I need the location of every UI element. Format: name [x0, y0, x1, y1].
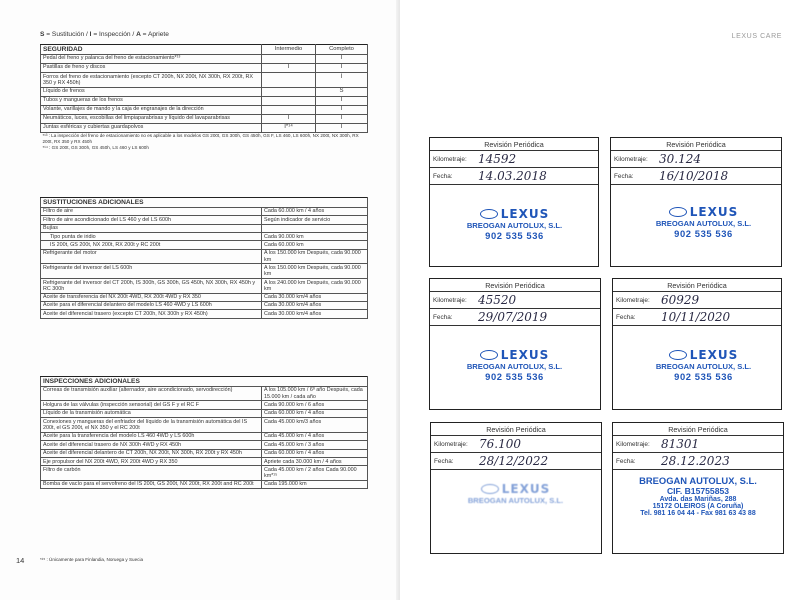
- row-label: Aceite de transferencia del NX 200t 4WD, RX 200t 4WD y RX 350: [41, 293, 262, 301]
- sustituciones-table: [40, 197, 368, 319]
- stamp-company: BREOGAN AUTOLUX, S.L.: [467, 496, 564, 505]
- stamp-area: [430, 326, 600, 404]
- lexus-emblem-icon: [669, 207, 687, 217]
- table-row: [41, 54, 368, 63]
- note-14: *¹⁴ : GS 200t, GS 300h, GS 450h, LS 460 y LS 600h: [42, 144, 149, 150]
- card-km-row: [613, 292, 781, 309]
- row-value: Apriete cada 30.000 km / 4 años: [262, 457, 368, 465]
- km-label: Kilometraje:: [616, 297, 650, 304]
- fecha-label: Fecha:: [616, 314, 636, 321]
- table-row: [41, 264, 368, 279]
- row-label: Juntas esféricas y cubiertas guardapolvos: [41, 123, 262, 132]
- table-row: [41, 310, 368, 318]
- fecha-label: Fecha:: [434, 458, 454, 465]
- stamp-phone: 902 535 536: [485, 371, 544, 382]
- table-row: [41, 105, 368, 114]
- legend-a: A: [136, 31, 141, 38]
- row-label: Pastillas de freno y discos: [41, 63, 262, 72]
- stamp-area: [613, 470, 783, 548]
- inspecciones-table: [40, 376, 368, 489]
- row-label: Filtro de carbón: [41, 466, 262, 481]
- row-label: Conexiones y mangueras del enfriador del líquido de la transmisión automática del IS 200t, el GS 200t, el NX 350 y el RC 200t: [41, 418, 262, 433]
- stamp-company: BREOGAN AUTOLUX, S.L.: [655, 362, 752, 371]
- row-completo: I: [316, 96, 368, 105]
- row-label: Filtro de aire acondicionado del LS 460 y del LS 600h: [41, 216, 262, 224]
- row-label: Holgura de las válvulas (inspección sensorial) del GS F y el RC F: [41, 401, 262, 409]
- row-label: Refrigerante del inversor del LS 600h: [41, 264, 262, 279]
- table-row: [41, 123, 368, 132]
- row-value: Cada 45.000 km/3 años: [262, 418, 368, 433]
- row-label: Aceite del diferencial delantero de CT 200h, NX 200t, NX 300h, RX 200t y RX 450h: [41, 449, 262, 457]
- card-title: Revisión Periódica: [613, 279, 781, 292]
- table-row: [41, 249, 368, 264]
- row-value: A los 105.000 km / 6º año Después, cada 15.000 km / cada año: [262, 386, 368, 401]
- card-fecha-row: [613, 453, 783, 470]
- table-row: [41, 114, 368, 123]
- stamp-phone: 902 535 536: [674, 371, 733, 382]
- row-label: Líquido de la transmisión automática: [41, 409, 262, 417]
- row-value: Según indicador de servicio: [262, 216, 368, 224]
- stamp-company: BREOGAN AUTOLUX, S.L.: [466, 362, 563, 371]
- legend-a-text: = Apriete: [140, 31, 169, 38]
- row-value: Cada 30.000 km/4 años: [262, 301, 368, 309]
- stamp-address-2: 15172 OLEIROS (A Coruña): [652, 503, 744, 510]
- stamp-tel: Tel. 981 16 04 44 - Fax 981 63 43 88: [640, 510, 756, 517]
- lexus-logo: [453, 482, 578, 496]
- row-label: Pedal del freno y palanca del freno de estacionamiento*¹³: [41, 54, 262, 63]
- service-card-3: [429, 278, 601, 410]
- row-value: Cada 90.000 km / 6 años: [262, 401, 368, 409]
- service-card-6: [612, 422, 784, 554]
- stamp-brand: LEXUS: [500, 207, 550, 221]
- row-intermedio: [262, 96, 316, 105]
- row-value: Cada 60.000 km: [262, 241, 368, 249]
- km-label: Kilometraje:: [614, 156, 648, 163]
- lexus-logo: [452, 207, 577, 221]
- km-value: 45520: [478, 293, 517, 307]
- fecha-value: 10/11/2020: [661, 310, 731, 324]
- row-value: Cada 45.000 km / 2 años Cada 90.000 km*¹⁵: [262, 466, 368, 481]
- table-row: [41, 449, 368, 457]
- stamp-company: BREOGAN AUTOLUX, S.L.: [639, 475, 757, 486]
- table-row: [41, 232, 368, 240]
- stamp-phone: 902 535 536: [485, 230, 544, 241]
- right-page: [400, 0, 800, 600]
- stamp-cif: CIF. B15755853: [666, 486, 730, 496]
- row-completo: I: [316, 114, 368, 123]
- seguridad-title: SEGURIDAD: [41, 45, 262, 55]
- lexus-logo: [641, 348, 766, 362]
- table-row: [41, 87, 368, 96]
- legend-s-text: = Sustitución /: [44, 31, 90, 38]
- row-label: Filtro de aire: [41, 207, 262, 215]
- row-completo: S: [316, 87, 368, 96]
- fecha-label: Fecha:: [433, 173, 453, 180]
- lexus-logo: [452, 348, 577, 362]
- card-title: Revisión Periódica: [430, 138, 598, 151]
- table-row: [41, 457, 368, 465]
- stamp-area: [613, 326, 781, 404]
- row-label: Bomba de vacío para el servofreno del IS 200t, GS 200t, NX 200t, RX 200t and RC 200t: [41, 480, 262, 488]
- lexus-logo: [641, 205, 766, 219]
- table-row: [41, 72, 368, 87]
- note-13: *¹³ : La inspección del freno de estacionamiento no es aplicable a los modelos GS 200t, GS 300h, GS 450h, GS F, LS 460, LS 600h, NX 200t, NX 300h, RX 200t, RX 350 y RX 450h: [42, 133, 359, 144]
- table-row: [41, 241, 368, 249]
- legend-i-text: = Inspección /: [91, 31, 137, 38]
- row-value: Cada 60.000 km / 4 años: [262, 409, 368, 417]
- row-label: Aceite para el diferencial delantero del modelo LS 460 4WD y LS 600h: [41, 301, 262, 309]
- stamp-area: [611, 185, 781, 263]
- row-label: IS 200t, GS 200t, NX 200t, RX 200t y RC 200t: [41, 241, 262, 249]
- row-intermedio: [262, 72, 316, 87]
- stamp-brand: LEXUS: [689, 348, 739, 362]
- card-fecha-row: [613, 309, 781, 326]
- lexus-emblem-icon: [669, 350, 687, 360]
- lexus-emblem-icon: [481, 484, 499, 494]
- table-row: [41, 216, 368, 224]
- row-label: Aceite del diferencial trasero de NX 300h 4WD y RX 450h: [41, 441, 262, 449]
- row-intermedio: [262, 105, 316, 114]
- row-label: Refrigerante del inversor del CT 200h, IS 300h, GS 300h, GS 450h, NX 300h, RX 450h y RC 300h: [41, 278, 262, 293]
- row-label: Líquido de frenos: [41, 87, 262, 96]
- row-completo: I: [316, 123, 368, 132]
- card-km-row: [430, 151, 598, 168]
- card-title: Revisión Periódica: [613, 423, 783, 436]
- fecha-value: 29/07/2019: [478, 310, 548, 324]
- table-row: [41, 432, 368, 440]
- table-row: [41, 418, 368, 433]
- stamp-address-1: Avda. das Mariñas, 288: [659, 496, 737, 503]
- fecha-label: Fecha:: [433, 314, 453, 321]
- stamp-area: [430, 185, 598, 263]
- dealer-stamp: [641, 348, 766, 382]
- row-label: Tipo punta de iridio: [41, 232, 262, 240]
- table-row: [41, 466, 368, 481]
- row-label: Volante, varillajes de mando y la caja de engranajes de la dirección: [41, 105, 262, 114]
- row-label: Correas de transmisión auxiliar (alternador, aire acondicionado, servodirección): [41, 386, 262, 401]
- table-row: [41, 409, 368, 417]
- row-value: Cada 195.000 km: [262, 480, 368, 488]
- col-completo: Completo: [316, 45, 368, 55]
- service-card-4: [612, 278, 782, 410]
- row-value: Cada 90.000 km: [262, 232, 368, 240]
- service-card-5: [430, 422, 602, 554]
- table-row: [41, 207, 368, 215]
- row-intermedio: [262, 54, 316, 63]
- lexus-emblem-icon: [480, 209, 498, 219]
- table-row: [41, 224, 368, 232]
- km-label: Kilometraje:: [433, 156, 467, 163]
- row-value: Cada 30.000 km/4 años: [262, 310, 368, 318]
- dealer-stamp: [452, 348, 577, 382]
- fecha-value: 28/12/2022: [479, 454, 549, 468]
- table-row: [41, 386, 368, 401]
- row-completo: I: [316, 105, 368, 114]
- km-value: 60929: [661, 293, 700, 307]
- card-km-row: [611, 151, 781, 168]
- row-label: Aceite para la transferencia del modelo LS 460 4WD y LS 600h: [41, 432, 262, 440]
- row-completo: I: [316, 72, 368, 87]
- card-fecha-row: [430, 168, 598, 185]
- row-value: [262, 224, 368, 232]
- stamp-brand: LEXUS: [501, 482, 551, 496]
- dealer-stamp: [641, 205, 766, 239]
- legend-s: S: [40, 31, 45, 38]
- stamp-company: BREOGAN AUTOLUX, S.L.: [466, 221, 563, 230]
- row-value: A los 150.000 km Después, cada 90.000 km: [262, 264, 368, 279]
- lexus-emblem-icon: [480, 350, 498, 360]
- sustituciones-title: SUSTITUCIONES ADICIONALES: [41, 198, 368, 208]
- km-value: 81301: [661, 437, 700, 451]
- card-fecha-row: [430, 309, 600, 326]
- inspecciones-title: INSPECCIONES ADICIONALES: [41, 377, 368, 387]
- row-intermedio: I: [262, 63, 316, 72]
- row-completo: I: [316, 54, 368, 63]
- lexus-care-header: LEXUS CARE: [731, 33, 782, 40]
- row-label: Tubos y mangueras de los frenos: [41, 96, 262, 105]
- card-title: Revisión Periódica: [430, 279, 600, 292]
- col-intermedio: Intermedio: [262, 45, 316, 55]
- row-value: Cada 60.000 km / 4 años: [262, 207, 368, 215]
- page-number: 14: [16, 556, 25, 565]
- fecha-value: 28.12.2023: [661, 454, 730, 468]
- km-value: 14592: [478, 152, 517, 166]
- footnote-15: *¹⁵ : Únicamente para Finlandia, Noruega y Suecia: [40, 557, 144, 562]
- table-row: [41, 63, 368, 72]
- service-card-2: [610, 137, 782, 267]
- row-intermedio: [262, 87, 316, 96]
- legend: [40, 31, 169, 38]
- km-value: 76.100: [479, 437, 521, 451]
- legend-i: I: [89, 31, 92, 38]
- km-label: Kilometraje:: [434, 441, 468, 448]
- dealer-stamp-full: [615, 475, 781, 517]
- stamp-company: BREOGAN AUTOLUX, S.L.: [655, 219, 752, 228]
- stamp-area: [431, 470, 601, 548]
- card-fecha-row: [431, 453, 601, 470]
- dealer-stamp: [452, 207, 577, 241]
- km-value: 30.124: [659, 152, 701, 166]
- fecha-label: Fecha:: [614, 173, 634, 180]
- row-completo: I: [316, 63, 368, 72]
- table-row: [41, 480, 368, 488]
- table-row: [41, 96, 368, 105]
- row-value: Cada 60.000 km / 4 años: [262, 449, 368, 457]
- row-label: Bujías: [41, 224, 262, 232]
- row-value: Cada 30.000 km/4 años: [262, 293, 368, 301]
- fecha-value: 16/10/2018: [659, 169, 729, 183]
- row-intermedio: I: [262, 114, 316, 123]
- row-label: Forros del freno de estacionamiento (excepto CT 200h, NX 200t, NX 300h, RX 200t, RX 350 y RX 450h): [41, 72, 262, 87]
- stamp-brand: LEXUS: [500, 348, 550, 362]
- card-title: Revisión Periódica: [611, 138, 781, 151]
- row-label: Refrigerante del motor: [41, 249, 262, 264]
- row-value: Cada 45.000 km / 3 años: [262, 441, 368, 449]
- card-title: Revisión Periódica: [431, 423, 601, 436]
- card-km-row: [431, 436, 601, 453]
- row-value: A los 240.000 km Después, cada 90.000 km: [262, 278, 368, 293]
- card-km-row: [430, 292, 600, 309]
- table-row: [41, 293, 368, 301]
- table-row: [41, 301, 368, 309]
- table-row: [41, 441, 368, 449]
- fecha-label: Fecha:: [616, 458, 636, 465]
- card-km-row: [613, 436, 783, 453]
- card-fecha-row: [611, 168, 781, 185]
- row-label: Neumáticos, luces, escobillas del limpiaparabrisas y líquido del lavaparabrisas: [41, 114, 262, 123]
- row-intermedio: I*¹⁴: [262, 123, 316, 132]
- km-label: Kilometraje:: [616, 441, 650, 448]
- table-row: [41, 278, 368, 293]
- row-label: Eje propulsor del NX 200t 4WD, RX 200t 4WD y RX 350: [41, 457, 262, 465]
- row-label: Aceite del diferencial trasero (excepto CT 200h, NX 300h y RX 450h): [41, 310, 262, 318]
- seguridad-table: [40, 44, 368, 151]
- stamp-brand: LEXUS: [689, 205, 739, 219]
- stamp-phone: 902 535 536: [674, 228, 733, 239]
- fecha-value: 14.03.2018: [478, 169, 547, 183]
- dealer-stamp: [453, 482, 578, 505]
- row-value: A los 150.000 km Después, cada 90.000 km: [262, 249, 368, 264]
- service-card-1: [429, 137, 599, 267]
- row-value: Cada 45.000 km / 4 años: [262, 432, 368, 440]
- table-row: [41, 401, 368, 409]
- km-label: Kilometraje:: [433, 297, 467, 304]
